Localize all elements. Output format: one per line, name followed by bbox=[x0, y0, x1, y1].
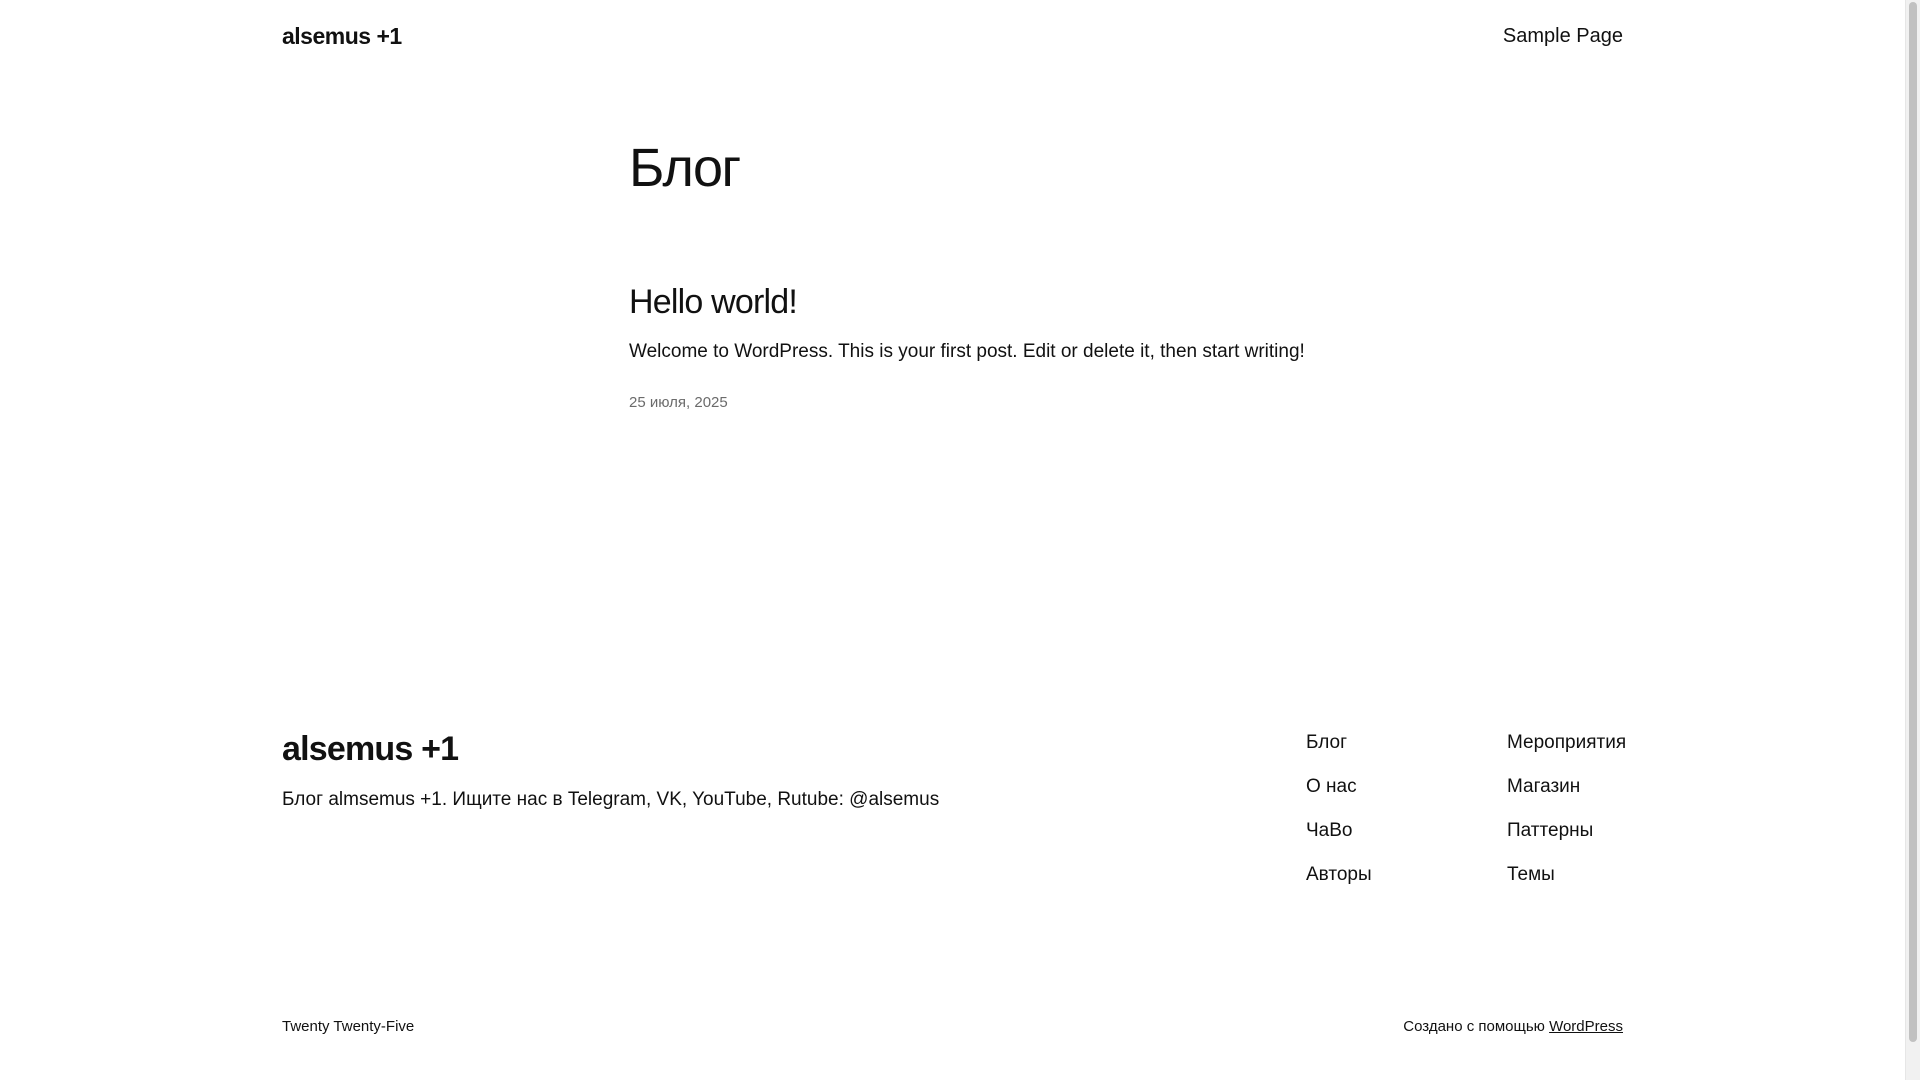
site-header bbox=[282, 18, 1623, 54]
page-scrollbar[interactable] bbox=[1905, 0, 1920, 1080]
footer-link-themes[interactable]: Темы bbox=[1507, 864, 1555, 885]
footer-site-title[interactable]: alsemus +1 bbox=[282, 730, 459, 768]
post-excerpt: Welcome to WordPress. This is your first post. Edit or delete it, then start writing! bbox=[629, 341, 1305, 362]
post-title-link[interactable]: Hello world! bbox=[629, 283, 798, 321]
footer-link-faq[interactable]: ЧаВо bbox=[1306, 820, 1353, 841]
footer-link-patterns[interactable]: Паттерны bbox=[1507, 820, 1594, 841]
footer-link-authors[interactable]: Авторы bbox=[1306, 864, 1372, 885]
footer-link-shop[interactable]: Магазин bbox=[1507, 776, 1581, 797]
powered-by-prefix: Создано с помощью bbox=[1403, 1018, 1545, 1035]
post-date[interactable]: 25 июля, 2025 bbox=[629, 394, 728, 411]
nav-item-sample-page[interactable]: Sample Page bbox=[1502, 24, 1623, 47]
scrollbar-thumb[interactable] bbox=[1909, 2, 1917, 1042]
footer-link-blog[interactable]: Блог bbox=[1306, 732, 1348, 753]
footer-link-events[interactable]: Мероприятия bbox=[1507, 732, 1627, 753]
footer-nav-column-1 bbox=[1306, 729, 1372, 905]
wordpress-link[interactable]: WordPress bbox=[1549, 1018, 1623, 1035]
powered-by bbox=[1403, 1018, 1623, 1035]
primary-nav bbox=[1503, 25, 1623, 48]
theme-credit: Twenty Twenty-Five bbox=[282, 1018, 415, 1035]
footer-link-about[interactable]: О нас bbox=[1306, 776, 1357, 797]
site-title-link[interactable]: alsemus +1 bbox=[282, 22, 402, 49]
footer-description: Блог almsemus +1. Ищите нас в Telegram, VK, YouTube, Rutube: @alsemus bbox=[282, 789, 940, 810]
footer-nav-column-2 bbox=[1507, 729, 1626, 905]
page-title: Блог bbox=[629, 138, 740, 198]
